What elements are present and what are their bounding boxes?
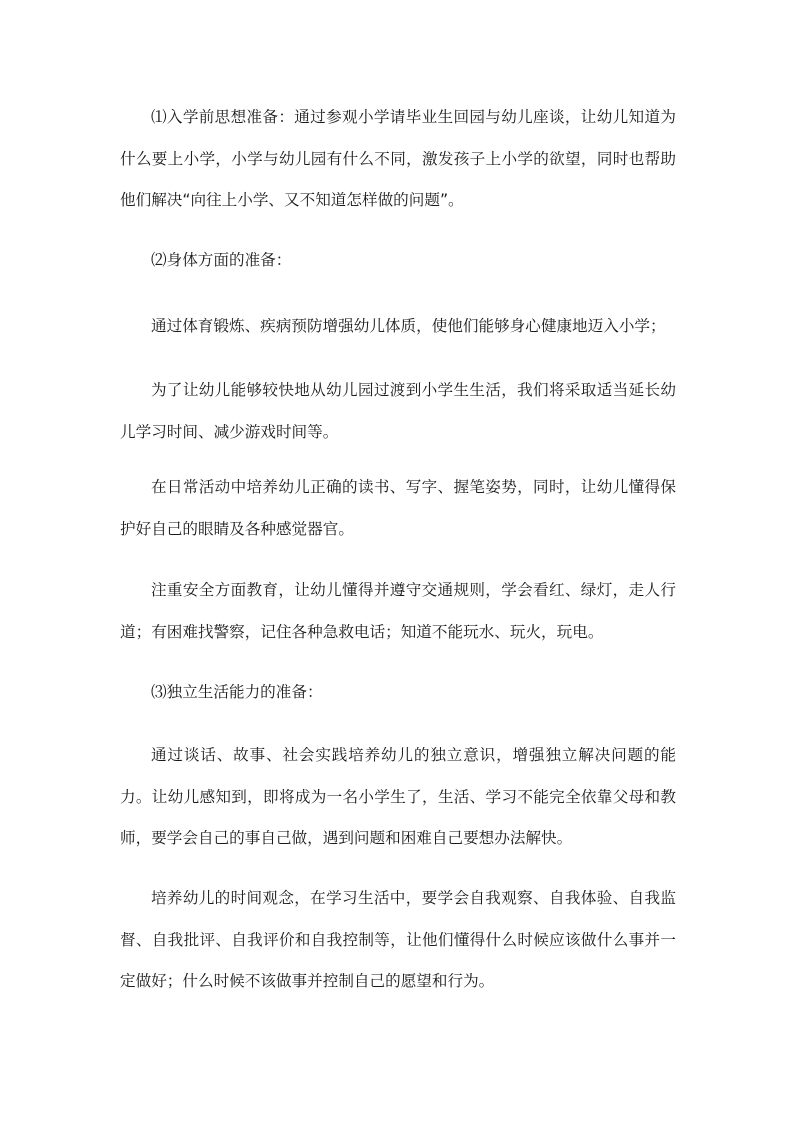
paragraph-thought-preparation: ⑴入学前思想准备：通过参观小学请毕业生回园与幼儿座谈，让幼儿知道为什么要上小学，小学与幼儿园有什么不同，激发孩子上小学的欲望，同时也帮助他们解决“向往上小学、又不知道怎样做的问题”。 (120, 108, 676, 209)
paragraph-independence-awareness: 通过谈话、故事、社会实践培养幼儿的独立意识，增强独立解决问题的能力。让幼儿感知到，即将成为一名小学生了，生活、学习不能完全依靠父母和教师，要学会自己的事自己做，遇到问题和困难自己要想办法解快。 (120, 746, 676, 847)
paragraph-time-concept: 培养幼儿的时间观念，在学习生活中，要学会自我观察、自我体验、自我监督、自我批评、自我评价和自我控制等，让他们懂得什么时候应该做什么事并一定做好；什么时候不该做事并控制自己的愿望和行为。 (120, 889, 676, 990)
paragraph-transition-schedule: 为了让幼儿能够较快地从幼儿园过渡到小学生生活，我们将采取适当延长幼儿学习时间、减少游戏时间等。 (120, 381, 676, 441)
paragraph-physical-exercise: 通过体育锻炼、疾病预防增强幼儿体质，使他们能够身心健康地迈入小学； (151, 317, 666, 335)
paragraph-independence-heading: ⑶独立生活能力的准备： (151, 683, 323, 701)
paragraph-safety-education: 注重安全方面教育，让幼儿懂得并遵守交通规则，学会看红、绿灯，走人行道；有困难找警察，记住各种急救电话；知道不能玩水、玩火，玩电。 (120, 581, 676, 641)
paragraph-posture-eyes: 在日常活动中培养幼儿正确的读书、写字、握笔姿势，同时，让幼儿懂得保护好自己的眼睛及各种感觉器官。 (120, 478, 676, 538)
paragraph-physical-preparation-heading: ⑵身体方面的准备： (151, 251, 292, 269)
